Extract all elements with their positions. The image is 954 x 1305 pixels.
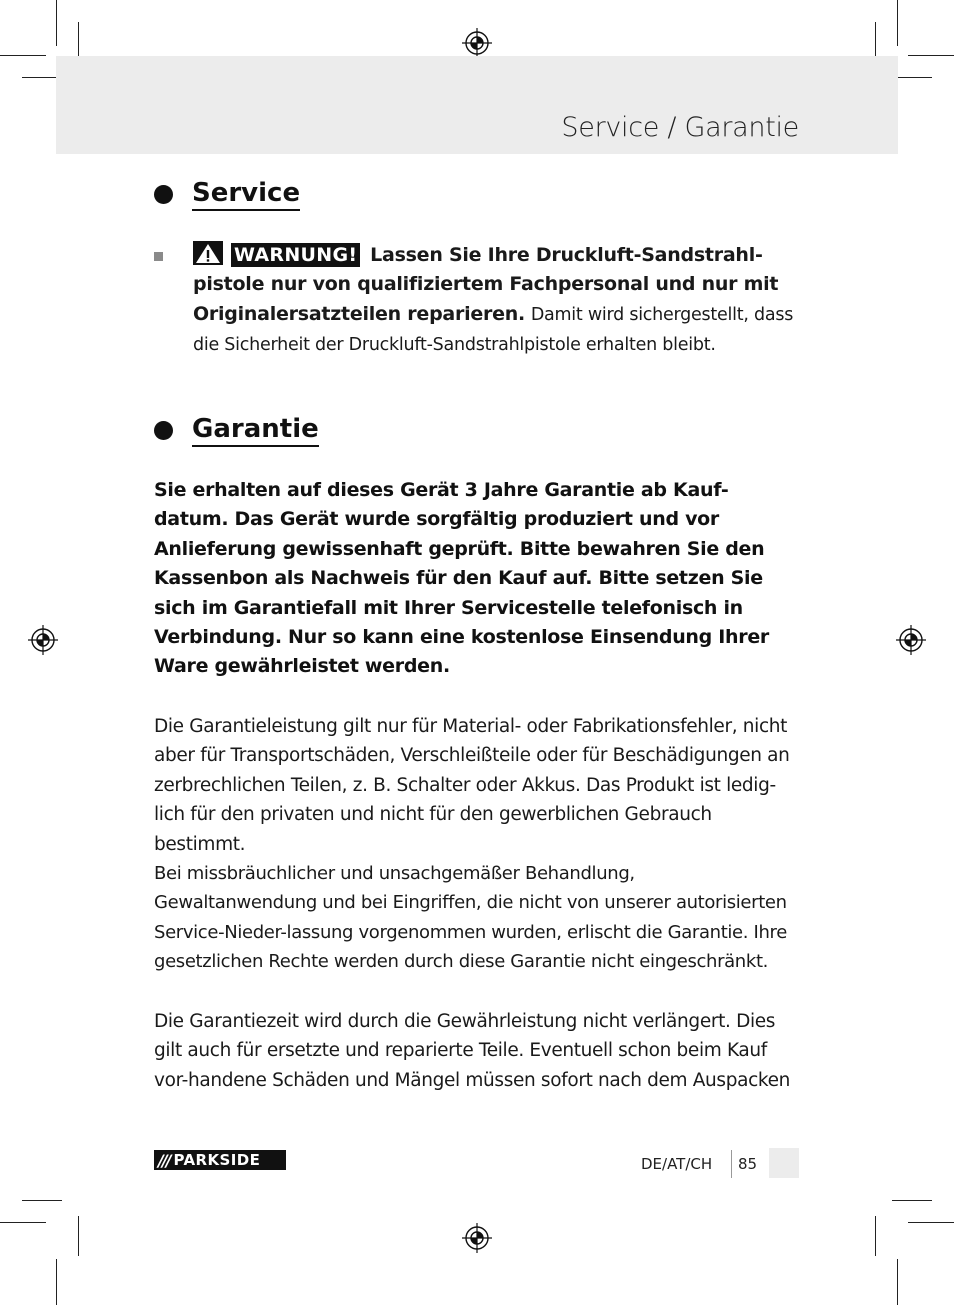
registration-mark-icon <box>896 625 926 655</box>
page-number: 85 <box>738 1155 758 1173</box>
warning-triangle-icon <box>193 241 223 265</box>
garantie-paragraph-3: Bei missbräuchlicher und unsachgemäßer Behandlung, Gewaltanwendung und bei Eingriffen, die nicht von unserer autorisierten Service-Nieder-lassung vorgenommen wurden, erlischt die Garantie. Ihre gesetzlichen Rechte werden durch diese Garantie nicht eingeschränkt. <box>154 863 787 973</box>
crop-mark <box>897 0 898 46</box>
crop-mark <box>22 1200 62 1201</box>
crop-mark <box>908 1222 954 1223</box>
logo-stripes-icon: /// <box>158 1150 170 1170</box>
warning-block <box>154 241 804 361</box>
footer-divider <box>731 1150 732 1178</box>
crop-mark <box>0 1222 46 1223</box>
crop-mark <box>78 1216 79 1256</box>
warning-text <box>193 241 804 361</box>
registration-mark-icon <box>28 625 58 655</box>
warning-badge: WARNUNG! <box>231 243 360 267</box>
section-heading-service <box>154 178 300 211</box>
garantie-paragraph-2: Die Garantieleistung gilt nur für Material- oder Fabrikationsfehler, nicht aber für Transportschäden, Verschleißteile oder für Beschädigungen an zerbrechlichen Teilen, z. B. Schalter oder Akkus. Das Produkt ist ledig-lich für den privaten und nicht für den gewerblichen Gebrauch bestimmt. <box>154 716 790 855</box>
crop-mark <box>0 55 46 56</box>
footer-tab-box <box>769 1148 799 1178</box>
crop-mark <box>56 1259 57 1305</box>
section-heading-label: Garantie <box>192 414 319 447</box>
footer-language: DE/AT/CH <box>641 1155 713 1173</box>
bullet-dot-icon <box>154 421 173 440</box>
warning-bold-text: Lassen Sie Ihre Druckluft-Sandstrahl-pistole nur von qualifiziertem Fachpersonal und nur mit Originalersatzteilen reparieren. <box>193 244 779 325</box>
registration-mark-icon <box>462 1223 492 1253</box>
crop-mark <box>908 55 954 56</box>
bullet-square-icon <box>154 252 163 261</box>
crop-mark <box>897 1259 898 1305</box>
crop-mark <box>892 77 932 78</box>
section-heading-garantie <box>154 414 319 447</box>
page-title: Service / Garantie <box>561 112 799 143</box>
garantie-paragraph-1: Sie erhalten auf dieses Gerät 3 Jahre Garantie ab Kauf-datum. Das Gerät wurde sorgfältig produziert und vor Anlieferung gewissenhaft geprüft. Bitte bewahren Sie den Kassenbon als Nachweis für den Kauf auf. Bitte setzen Sie sich im Garantiefall mit Ihrer Servicestelle telefonisch in Verbindung. Nur so kann eine kostenlose Einsendung Ihrer Ware gewährleistet werden. <box>154 479 769 678</box>
bullet-dot-icon <box>154 185 173 204</box>
garantie-paragraph-4: Die Garantiezeit wird durch die Gewährleistung nicht verlängert. Dies gilt auch für ersetzte und reparierte Teile. Eventuell schon beim Kauf vor-handene Schäden und Mängel müssen sofort nach dem Auspacken <box>154 1011 791 1091</box>
section-heading-label: Service <box>192 178 300 211</box>
crop-mark <box>875 1216 876 1256</box>
crop-mark <box>892 1200 932 1201</box>
parkside-logo <box>154 1150 286 1170</box>
logo-brand-text: PARKSIDE <box>173 1151 261 1169</box>
registration-mark-icon <box>462 28 492 58</box>
warning-normal-text: Damit wird sichergestellt, dass die Sicherheit der Druckluft-Sandstrahlpistole erhalten bleibt. <box>193 304 794 356</box>
crop-mark <box>56 0 57 46</box>
